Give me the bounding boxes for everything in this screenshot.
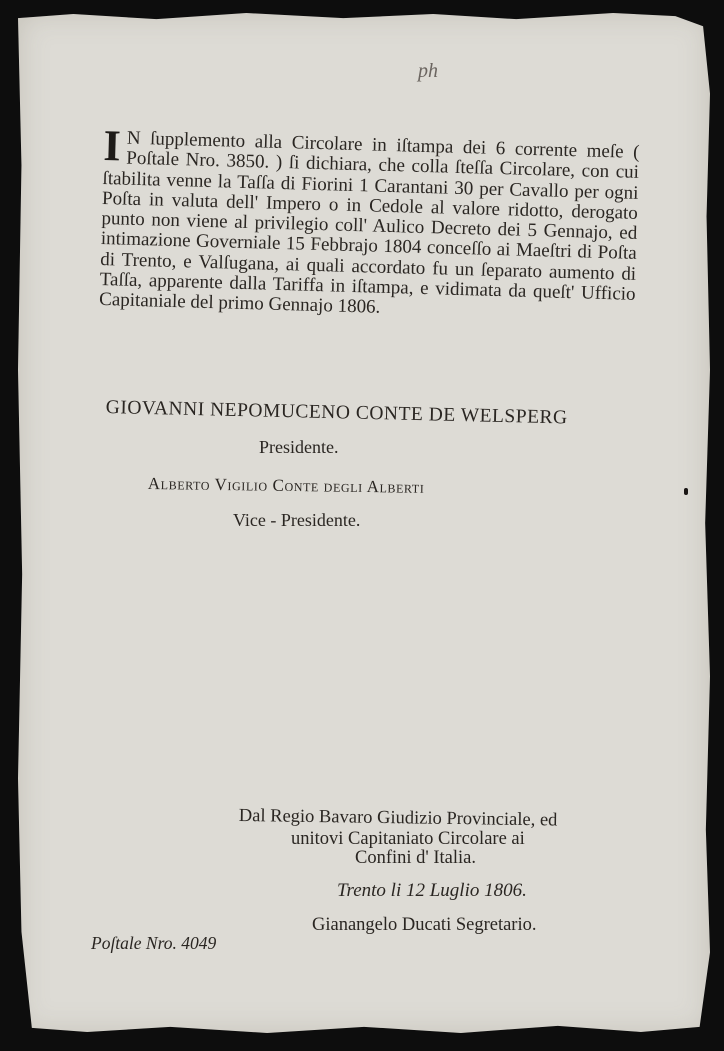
vice-president-name: Alberto Vigilio Conte degli Alberti [147,474,425,497]
issuer-line-2: unitovi Capitaniato Circolare ai [291,829,525,849]
ink-blot [684,488,688,495]
circular-body-text: N ſupplemento alla Circolare in iſtampa dei 6 corrente meſe ( Poſtale Nro. 3850. ) ſi dichiara, che colla ſteſſa Circolare, con cui ſtabilita venne la Taſſa di Fiorini 1 Carantani 30 per Cavallo per ogni Poſta in valuta dell' Impero o in Cedole al valore ridotto, derogato punto non viene al privilegio coll' Aulico Decreto dei 5 Gennajo, ed intimazione Governiale 15 Febbrajo 1804 conceſſo ai Maeſtri di Poſta di Trento, e Valſugana, ai quali accordato fu un ſeparato aumento di Taſſa, apparente dalla Tariffa in iſtampa, e vidimata da queſt' Ufficio Capitaniale del primo Gennajo 1806. [98,127,640,319]
issuer-line-1: Dal Regio Bavaro Giudizio Provinciale, ed [238,806,558,831]
date-line: Trento li 12 Luglio 1806. [337,880,527,901]
postal-number: Poſtale Nro. 4049 [91,933,217,953]
drop-cap: I [102,121,122,171]
president-name: GIOVANNI NEPOMUCENO CONTE DE WELSPERG [105,397,568,429]
circular-body [98,121,640,326]
issuer-line-3: Confini d' Italia. [355,848,476,868]
secretary-signature: Gianangelo Ducati Segretario. [312,915,537,935]
margin-annotation: ph [418,60,438,82]
president-title: Presidente. [259,437,339,457]
vice-president-title: Vice - Presidente. [233,510,361,530]
